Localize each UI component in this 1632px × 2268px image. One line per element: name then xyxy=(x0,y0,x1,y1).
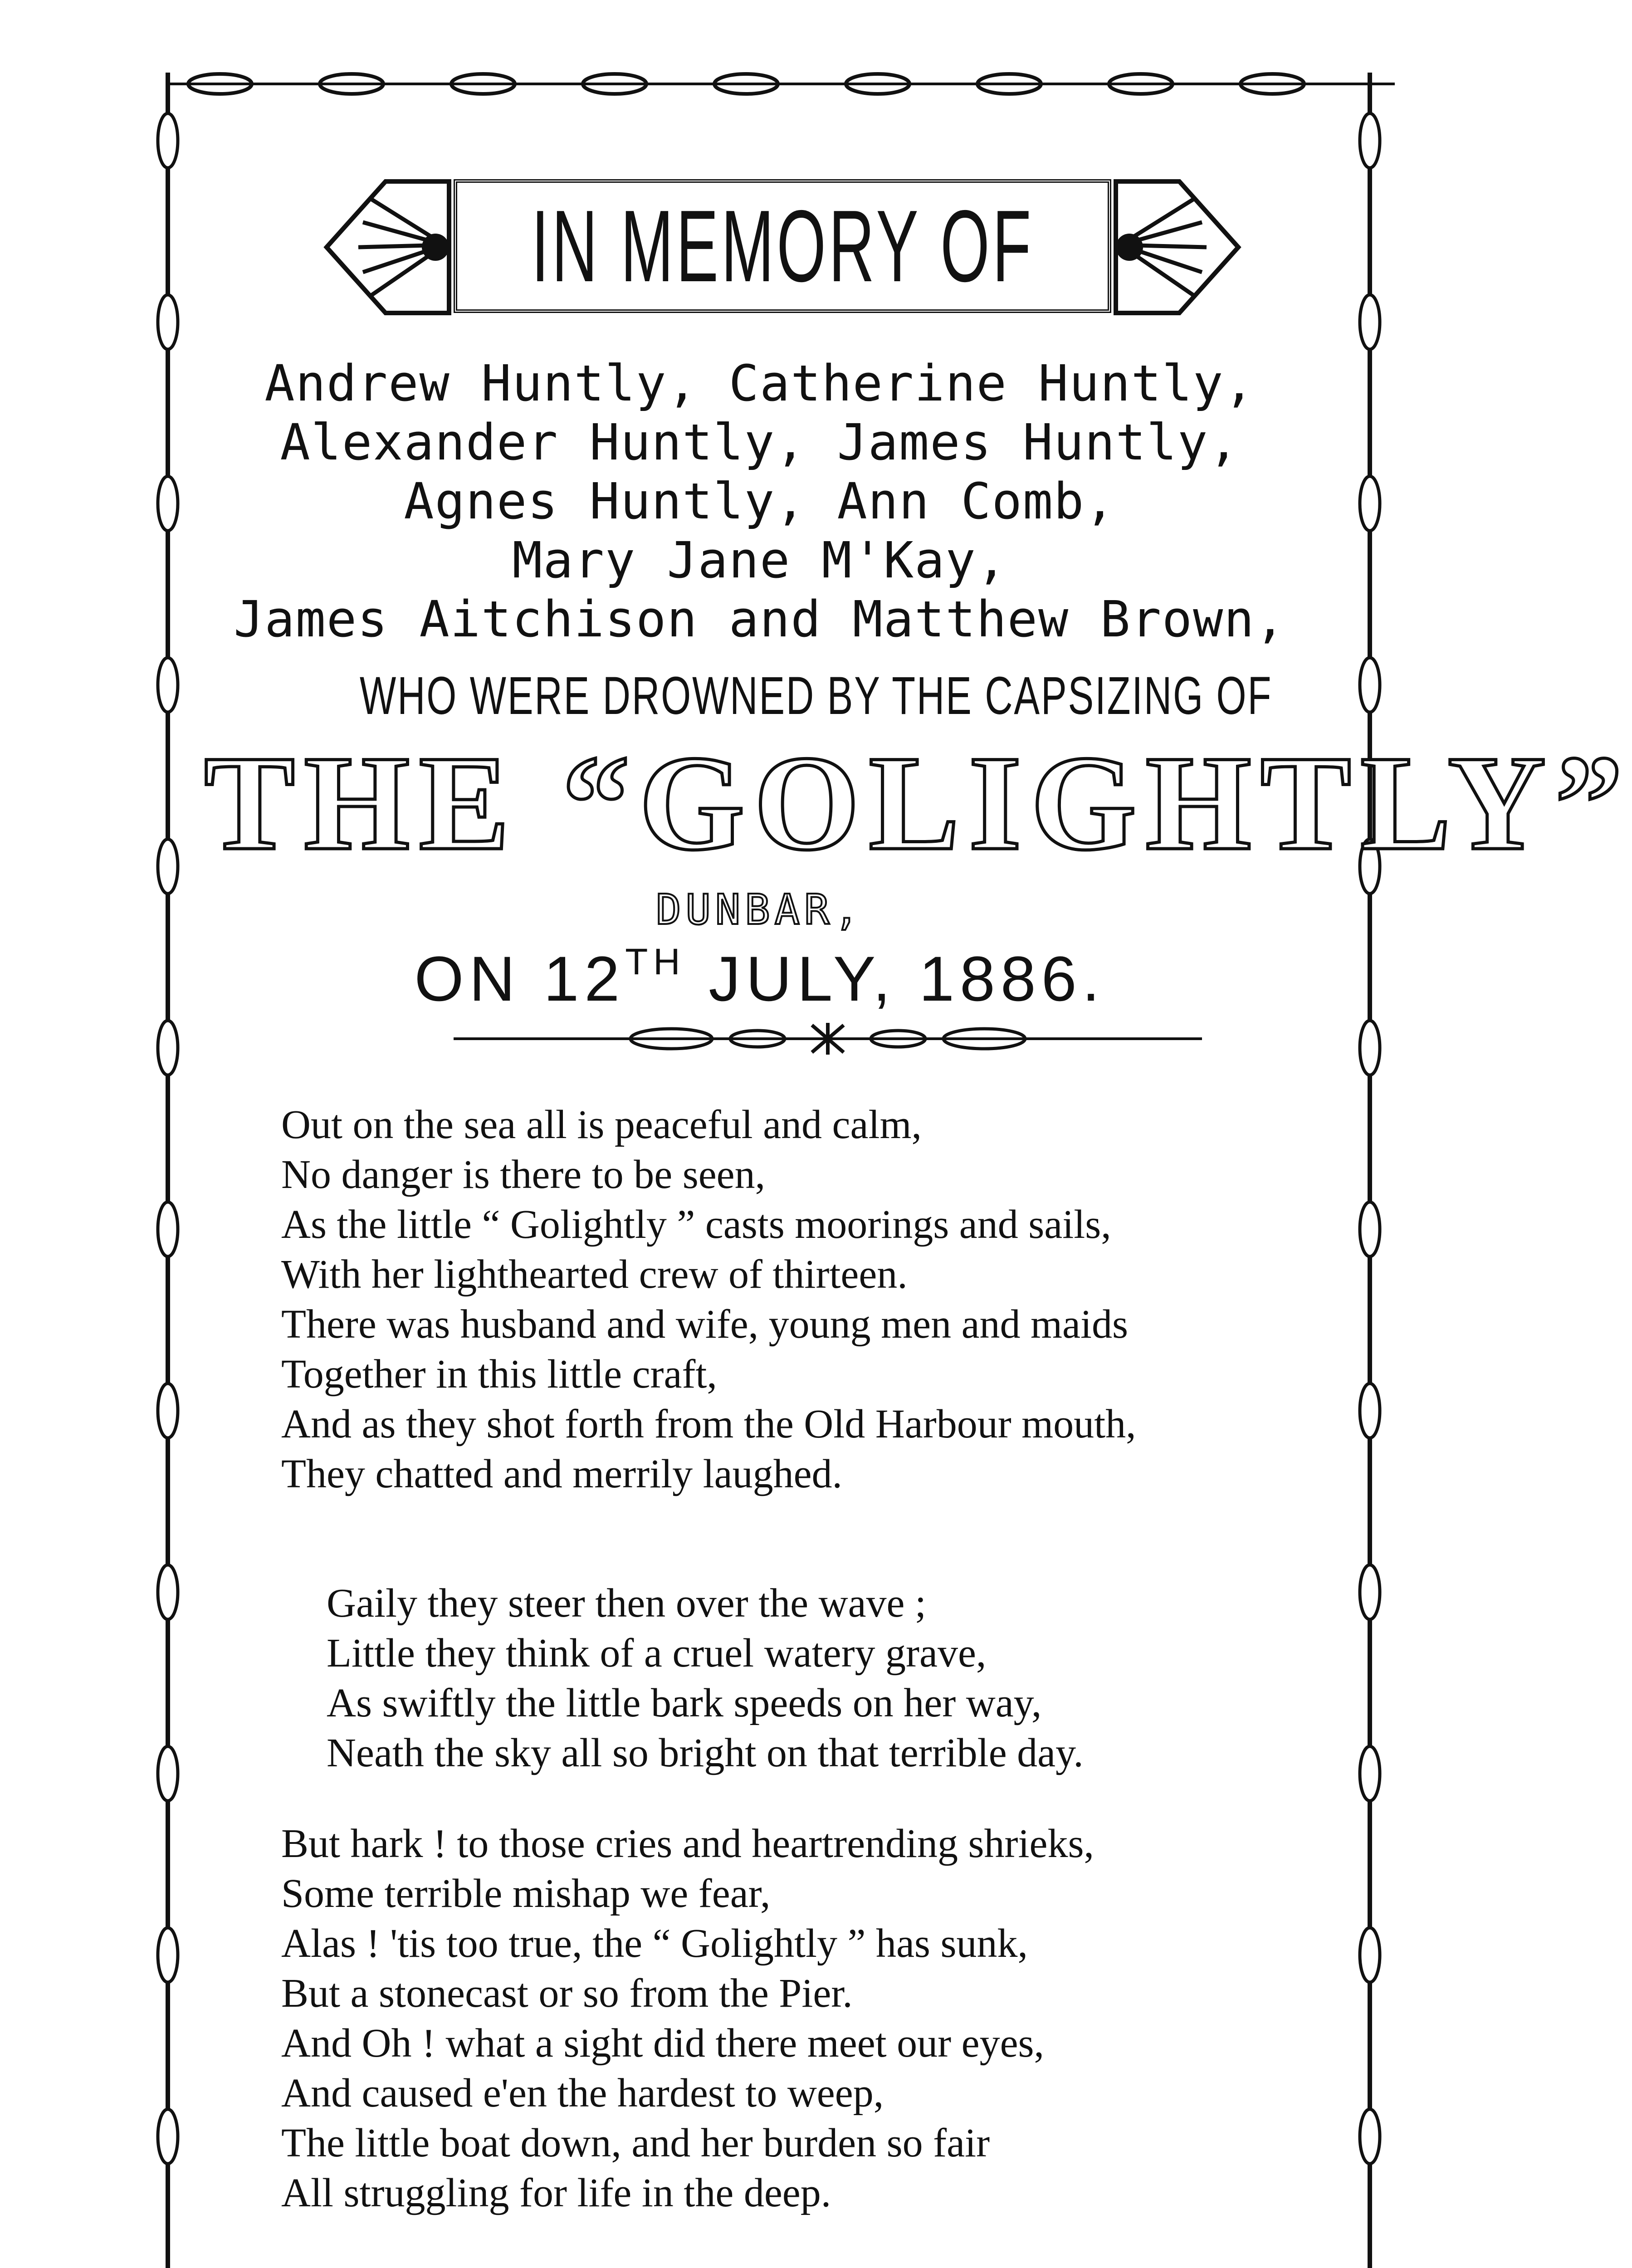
disaster-date xyxy=(204,941,1315,1014)
date-prefix: ON 12 xyxy=(414,943,625,1014)
poem-line: No danger is there to be seen, xyxy=(281,1152,766,1197)
poem-line: And as they shot forth from the Old Harbour mouth, xyxy=(281,1402,1136,1447)
date-ordinal: TH xyxy=(625,941,686,982)
fan-ornament-left-icon xyxy=(318,172,454,322)
vessel-prefix: THE xyxy=(204,728,519,878)
poem-line: They chatted and merrily laughed. xyxy=(281,1452,843,1496)
poem-line: All struggling for life in the deep. xyxy=(281,2170,831,2215)
vessel-name xyxy=(204,728,1632,878)
poem-stanza-1 xyxy=(281,1100,1324,1499)
poem-line: Alas ! 'tis too true, the “ Golightly ” has sunk, xyxy=(281,1921,1028,1966)
poem-line: Some terrible mishap we fear, xyxy=(281,1871,771,1916)
victims-line: Mary Jane M'Kay, xyxy=(512,531,1007,589)
fan-ornament-right-icon xyxy=(1111,172,1247,322)
poem-line: The little boat down, and her burden so fair xyxy=(281,2121,990,2165)
poem-line: But hark ! to those cries and heartrending shrieks, xyxy=(281,1821,1095,1866)
drowned-caption: WHO WERE DROWNED BY THE CAPSIZING OF xyxy=(359,666,1273,726)
poem-line: As swiftly the little bark speeds on her way, xyxy=(327,1681,1042,1725)
chain-border-left xyxy=(152,73,184,2268)
ornamental-divider-icon xyxy=(454,1021,1202,1057)
chain-border-top xyxy=(170,68,1395,100)
poem-line: With her lighthearted crew of thirteen. xyxy=(281,1252,908,1297)
poem-line: And Oh ! what a sight did there meet our eyes, xyxy=(281,2021,1045,2066)
header-title-box xyxy=(454,179,1111,313)
poem-line: Out on the sea all is peaceful and calm, xyxy=(281,1102,922,1147)
poem-line: Little they think of a cruel watery grave, xyxy=(327,1631,987,1676)
poem-stanza-3 xyxy=(281,1819,1324,2218)
poem-line: As the little “ Golightly ” casts moorings and sails, xyxy=(281,1202,1111,1247)
header-banner xyxy=(318,172,1247,322)
poem-line: Neath the sky all so bright on that terrible day. xyxy=(327,1730,1084,1775)
victims-line: James Aitchison and Matthew Brown, xyxy=(234,590,1286,648)
poem-line: There was husband and wife, young men and maids xyxy=(281,1302,1129,1347)
victims-line: Andrew Huntly, Catherine Huntly, xyxy=(264,354,1255,412)
victims-list xyxy=(204,354,1315,649)
victims-line: Alexander Huntly, James Huntly, xyxy=(280,413,1240,471)
vessel-title: “GOLIGHTLY” xyxy=(562,728,1632,878)
poem-line: Together in this little craft, xyxy=(281,1352,717,1397)
victims-line: Agnes Huntly, Ann Comb, xyxy=(404,472,1116,530)
header-title: IN MEMORY OF xyxy=(531,189,1034,303)
date-rest: JULY, 1886. xyxy=(685,943,1105,1014)
poem-line: And caused e'en the hardest to weep, xyxy=(281,2071,884,2116)
poem-line: Gaily they steer then over the wave ; xyxy=(327,1581,927,1626)
chain-border-right xyxy=(1354,73,1386,2268)
poem-stanza-2 xyxy=(327,1579,1370,1778)
place-name: DUNBAR, xyxy=(656,885,864,934)
poem-line: But a stonecast or so from the Pier. xyxy=(281,1971,853,2016)
